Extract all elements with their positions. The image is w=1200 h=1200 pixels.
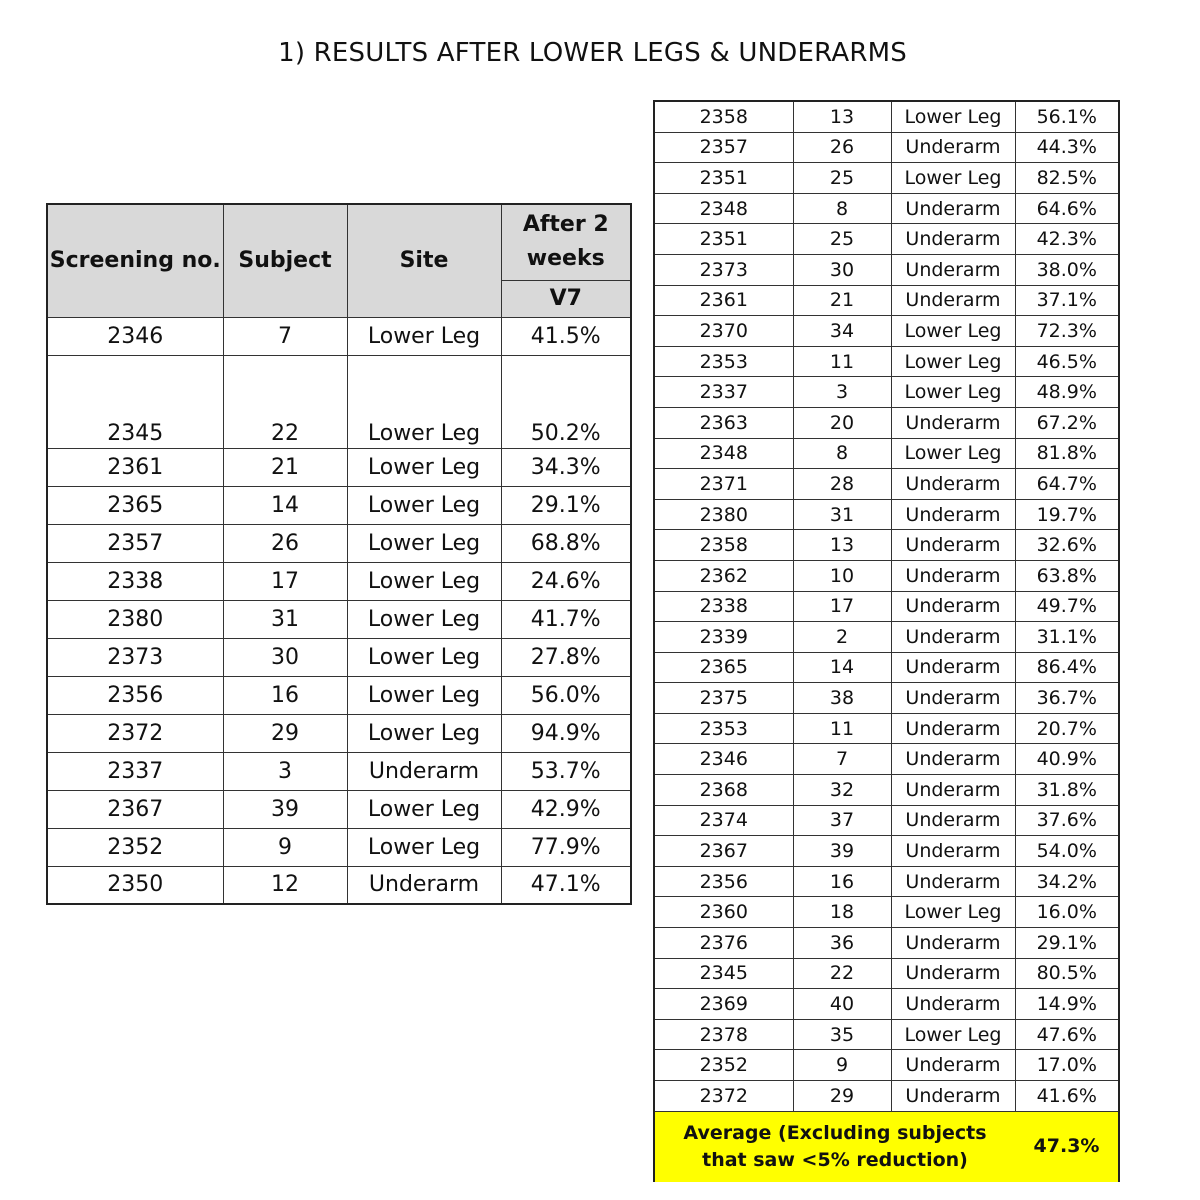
table-row: [654, 591, 1119, 622]
value-cell: 29.1%: [501, 486, 631, 524]
subject-cell: 22: [793, 958, 891, 989]
table-row: [654, 713, 1119, 744]
screening-no-cell: 2375: [654, 683, 793, 714]
value-cell: 40.9%: [1015, 744, 1119, 775]
value-cell: 41.5%: [501, 317, 631, 355]
subject-cell: 25: [793, 224, 891, 255]
value-cell: 54.0%: [1015, 836, 1119, 867]
site-cell: Underarm: [891, 805, 1015, 836]
table-row: [47, 676, 631, 714]
screening-no-cell: 2345: [654, 958, 793, 989]
table-row: [654, 224, 1119, 255]
table-row: [654, 958, 1119, 989]
subject-cell: 7: [223, 317, 347, 355]
subject-cell: 38: [793, 683, 891, 714]
table-row: [654, 254, 1119, 285]
value-cell: 38.0%: [1015, 254, 1119, 285]
site-cell: Underarm: [891, 928, 1015, 959]
site-cell: Underarm: [891, 224, 1015, 255]
table-row: [47, 790, 631, 828]
screening-no-cell: 2369: [654, 989, 793, 1020]
value-cell: 27.8%: [501, 638, 631, 676]
subject-cell: 9: [223, 828, 347, 866]
site-cell: Underarm: [891, 683, 1015, 714]
subject-cell: 32: [793, 775, 891, 806]
table-row: [654, 193, 1119, 224]
value-cell: 68.8%: [501, 524, 631, 562]
site-cell: Lower Leg: [891, 897, 1015, 928]
site-cell: Lower Leg: [347, 638, 501, 676]
value-cell: 48.9%: [1015, 377, 1119, 408]
screening-no-cell: 2337: [47, 752, 223, 790]
value-cell: 64.7%: [1015, 469, 1119, 500]
table-row: [654, 775, 1119, 806]
site-cell: Underarm: [891, 652, 1015, 683]
subject-cell: 39: [793, 836, 891, 867]
value-cell: 37.6%: [1015, 805, 1119, 836]
value-cell: 77.9%: [501, 828, 631, 866]
table-row: [654, 866, 1119, 897]
value-cell: 31.8%: [1015, 775, 1119, 806]
average-value: 47.3%: [1015, 1111, 1119, 1182]
site-cell: Underarm: [891, 591, 1015, 622]
value-cell: 32.6%: [1015, 530, 1119, 561]
site-cell: Lower Leg: [347, 448, 501, 486]
screening-no-cell: 2372: [654, 1081, 793, 1112]
screening-no-cell: 2358: [654, 101, 793, 132]
table-row: [654, 1019, 1119, 1050]
screening-no-cell: 2368: [654, 775, 793, 806]
header-v7: V7: [501, 280, 631, 317]
screening-no-cell: 2345: [47, 355, 223, 448]
average-label: Average (Excluding subjects that saw <5% reduction): [654, 1111, 1015, 1182]
site-cell: Underarm: [891, 407, 1015, 438]
table-row: [654, 499, 1119, 530]
subject-cell: 7: [793, 744, 891, 775]
site-cell: Underarm: [891, 1050, 1015, 1081]
site-cell: Lower Leg: [347, 486, 501, 524]
screening-no-cell: 2361: [654, 285, 793, 316]
value-cell: 82.5%: [1015, 163, 1119, 194]
screening-no-cell: 2365: [654, 652, 793, 683]
subject-cell: 31: [223, 600, 347, 638]
table-row: [654, 316, 1119, 347]
value-cell: 42.9%: [501, 790, 631, 828]
subject-cell: 30: [793, 254, 891, 285]
value-cell: 41.6%: [1015, 1081, 1119, 1112]
subject-cell: 28: [793, 469, 891, 500]
site-cell: Underarm: [891, 469, 1015, 500]
table-row: [47, 448, 631, 486]
subject-cell: 35: [793, 1019, 891, 1050]
screening-no-cell: 2338: [47, 562, 223, 600]
value-cell: 86.4%: [1015, 652, 1119, 683]
subject-cell: 31: [793, 499, 891, 530]
table-row: [47, 866, 631, 904]
table-row: [654, 101, 1119, 132]
table-row: [654, 285, 1119, 316]
subject-cell: 22: [223, 355, 347, 448]
value-cell: 63.8%: [1015, 560, 1119, 591]
site-cell: Lower Leg: [891, 438, 1015, 469]
subject-cell: 13: [793, 530, 891, 561]
header-screening-no: Screening no.: [47, 204, 223, 317]
value-cell: 56.1%: [1015, 101, 1119, 132]
value-cell: 20.7%: [1015, 713, 1119, 744]
site-cell: Underarm: [891, 744, 1015, 775]
subject-cell: 34: [793, 316, 891, 347]
screening-no-cell: 2352: [654, 1050, 793, 1081]
site-cell: Underarm: [891, 713, 1015, 744]
table-row: [654, 744, 1119, 775]
value-cell: 47.6%: [1015, 1019, 1119, 1050]
table-row: [654, 530, 1119, 561]
screening-no-cell: 2356: [47, 676, 223, 714]
value-cell: 29.1%: [1015, 928, 1119, 959]
value-cell: 17.0%: [1015, 1050, 1119, 1081]
screening-no-cell: 2350: [47, 866, 223, 904]
subject-cell: 14: [793, 652, 891, 683]
site-cell: Lower Leg: [891, 101, 1015, 132]
subject-cell: 16: [793, 866, 891, 897]
site-cell: Underarm: [891, 1081, 1015, 1112]
table-row: [654, 132, 1119, 163]
site-cell: Underarm: [891, 775, 1015, 806]
screening-no-cell: 2380: [47, 600, 223, 638]
subject-cell: 21: [793, 285, 891, 316]
table-row: [47, 752, 631, 790]
table-row: [654, 163, 1119, 194]
subject-cell: 30: [223, 638, 347, 676]
value-cell: 64.6%: [1015, 193, 1119, 224]
screening-no-cell: 2352: [47, 828, 223, 866]
screening-no-cell: 2372: [47, 714, 223, 752]
site-cell: Underarm: [347, 752, 501, 790]
site-cell: Underarm: [891, 193, 1015, 224]
screening-no-cell: 2338: [654, 591, 793, 622]
screening-no-cell: 2371: [654, 469, 793, 500]
page-title: 1) RESULTS AFTER LOWER LEGS & UNDERARMS: [278, 38, 907, 68]
table-row: [654, 1050, 1119, 1081]
table-row: [654, 346, 1119, 377]
subject-cell: 40: [793, 989, 891, 1020]
table-row: [654, 560, 1119, 591]
site-cell: Lower Leg: [347, 524, 501, 562]
site-cell: Lower Leg: [891, 316, 1015, 347]
subject-cell: 8: [793, 193, 891, 224]
value-cell: 37.1%: [1015, 285, 1119, 316]
site-cell: Underarm: [891, 285, 1015, 316]
subject-cell: 3: [223, 752, 347, 790]
subject-cell: 3: [793, 377, 891, 408]
site-cell: Underarm: [891, 989, 1015, 1020]
screening-no-cell: 2360: [654, 897, 793, 928]
site-cell: Lower Leg: [347, 355, 501, 448]
subject-cell: 8: [793, 438, 891, 469]
subject-cell: 18: [793, 897, 891, 928]
site-cell: Underarm: [347, 866, 501, 904]
subject-cell: 11: [793, 713, 891, 744]
screening-no-cell: 2370: [654, 316, 793, 347]
site-cell: Underarm: [891, 499, 1015, 530]
table-row: [654, 989, 1119, 1020]
value-cell: 14.9%: [1015, 989, 1119, 1020]
header-site: Site: [347, 204, 501, 317]
screening-no-cell: 2373: [47, 638, 223, 676]
value-cell: 41.7%: [501, 600, 631, 638]
average-row: [654, 1111, 1119, 1182]
site-cell: Lower Leg: [347, 790, 501, 828]
screening-no-cell: 2346: [654, 744, 793, 775]
value-cell: 80.5%: [1015, 958, 1119, 989]
value-cell: 46.5%: [1015, 346, 1119, 377]
table-row: [47, 524, 631, 562]
screening-no-cell: 2376: [654, 928, 793, 959]
site-cell: Underarm: [891, 836, 1015, 867]
screening-no-cell: 2348: [654, 438, 793, 469]
site-cell: Underarm: [891, 530, 1015, 561]
screening-no-cell: 2374: [654, 805, 793, 836]
header-after-2-weeks: After 2 weeks: [501, 204, 631, 280]
subject-cell: 17: [793, 591, 891, 622]
subject-cell: 16: [223, 676, 347, 714]
site-cell: Underarm: [891, 622, 1015, 653]
table-row: [654, 836, 1119, 867]
site-cell: Lower Leg: [891, 163, 1015, 194]
header-subject: Subject: [223, 204, 347, 317]
screening-no-cell: 2353: [654, 346, 793, 377]
subject-cell: 20: [793, 407, 891, 438]
screening-no-cell: 2337: [654, 377, 793, 408]
table-row: [654, 438, 1119, 469]
site-cell: Underarm: [891, 254, 1015, 285]
left-table-body: [47, 317, 631, 904]
value-cell: 56.0%: [501, 676, 631, 714]
subject-cell: 29: [793, 1081, 891, 1112]
site-cell: Underarm: [891, 958, 1015, 989]
screening-no-cell: 2346: [47, 317, 223, 355]
value-cell: 81.8%: [1015, 438, 1119, 469]
table-row: [654, 652, 1119, 683]
subject-cell: 36: [793, 928, 891, 959]
screening-no-cell: 2378: [654, 1019, 793, 1050]
table-row: [47, 600, 631, 638]
subject-cell: 21: [223, 448, 347, 486]
screening-no-cell: 2365: [47, 486, 223, 524]
screening-no-cell: 2357: [47, 524, 223, 562]
value-cell: 34.2%: [1015, 866, 1119, 897]
screening-no-cell: 2373: [654, 254, 793, 285]
screening-no-cell: 2348: [654, 193, 793, 224]
table-row: [654, 469, 1119, 500]
value-cell: 72.3%: [1015, 316, 1119, 347]
value-cell: 36.7%: [1015, 683, 1119, 714]
site-cell: Underarm: [891, 560, 1015, 591]
value-cell: 67.2%: [1015, 407, 1119, 438]
value-cell: 19.7%: [1015, 499, 1119, 530]
table-row: [654, 683, 1119, 714]
site-cell: Lower Leg: [891, 377, 1015, 408]
site-cell: Lower Leg: [347, 714, 501, 752]
subject-cell: 25: [793, 163, 891, 194]
subject-cell: 37: [793, 805, 891, 836]
value-cell: 49.7%: [1015, 591, 1119, 622]
screening-no-cell: 2353: [654, 713, 793, 744]
value-cell: 44.3%: [1015, 132, 1119, 163]
screening-no-cell: 2361: [47, 448, 223, 486]
table-row: [654, 622, 1119, 653]
screening-no-cell: 2356: [654, 866, 793, 897]
screening-no-cell: 2367: [47, 790, 223, 828]
subject-cell: 26: [223, 524, 347, 562]
subject-cell: 13: [793, 101, 891, 132]
table-row: [47, 828, 631, 866]
table-row: [47, 714, 631, 752]
table-row: [654, 377, 1119, 408]
screening-no-cell: 2367: [654, 836, 793, 867]
screening-no-cell: 2351: [654, 163, 793, 194]
value-cell: 24.6%: [501, 562, 631, 600]
screening-no-cell: 2358: [654, 530, 793, 561]
site-cell: Lower Leg: [347, 828, 501, 866]
subject-cell: 29: [223, 714, 347, 752]
table-row: [47, 486, 631, 524]
subject-cell: 11: [793, 346, 891, 377]
left-results-table: [46, 203, 632, 905]
value-cell: 50.2%: [501, 355, 631, 448]
site-cell: Underarm: [891, 132, 1015, 163]
value-cell: 47.1%: [501, 866, 631, 904]
table-row: [47, 317, 631, 355]
screening-no-cell: 2363: [654, 407, 793, 438]
subject-cell: 14: [223, 486, 347, 524]
subject-cell: 10: [793, 560, 891, 591]
subject-cell: 17: [223, 562, 347, 600]
screening-no-cell: 2351: [654, 224, 793, 255]
site-cell: Lower Leg: [891, 1019, 1015, 1050]
table-row: [654, 897, 1119, 928]
value-cell: 31.1%: [1015, 622, 1119, 653]
value-cell: 34.3%: [501, 448, 631, 486]
site-cell: Lower Leg: [891, 346, 1015, 377]
table-row: [654, 1081, 1119, 1112]
right-results-table: [653, 100, 1120, 1182]
screening-no-cell: 2362: [654, 560, 793, 591]
screening-no-cell: 2380: [654, 499, 793, 530]
site-cell: Lower Leg: [347, 562, 501, 600]
right-table-body: [654, 101, 1119, 1111]
table-row: [654, 407, 1119, 438]
value-cell: 16.0%: [1015, 897, 1119, 928]
subject-cell: 2: [793, 622, 891, 653]
site-cell: Underarm: [891, 866, 1015, 897]
screening-no-cell: 2339: [654, 622, 793, 653]
site-cell: Lower Leg: [347, 600, 501, 638]
table-row: [47, 355, 631, 448]
subject-cell: 39: [223, 790, 347, 828]
value-cell: 94.9%: [501, 714, 631, 752]
table-row: [47, 562, 631, 600]
subject-cell: 26: [793, 132, 891, 163]
value-cell: 53.7%: [501, 752, 631, 790]
subject-cell: 12: [223, 866, 347, 904]
value-cell: 42.3%: [1015, 224, 1119, 255]
site-cell: Lower Leg: [347, 317, 501, 355]
table-row: [47, 638, 631, 676]
screening-no-cell: 2357: [654, 132, 793, 163]
site-cell: Lower Leg: [347, 676, 501, 714]
table-row: [654, 805, 1119, 836]
table-row: [654, 928, 1119, 959]
subject-cell: 9: [793, 1050, 891, 1081]
